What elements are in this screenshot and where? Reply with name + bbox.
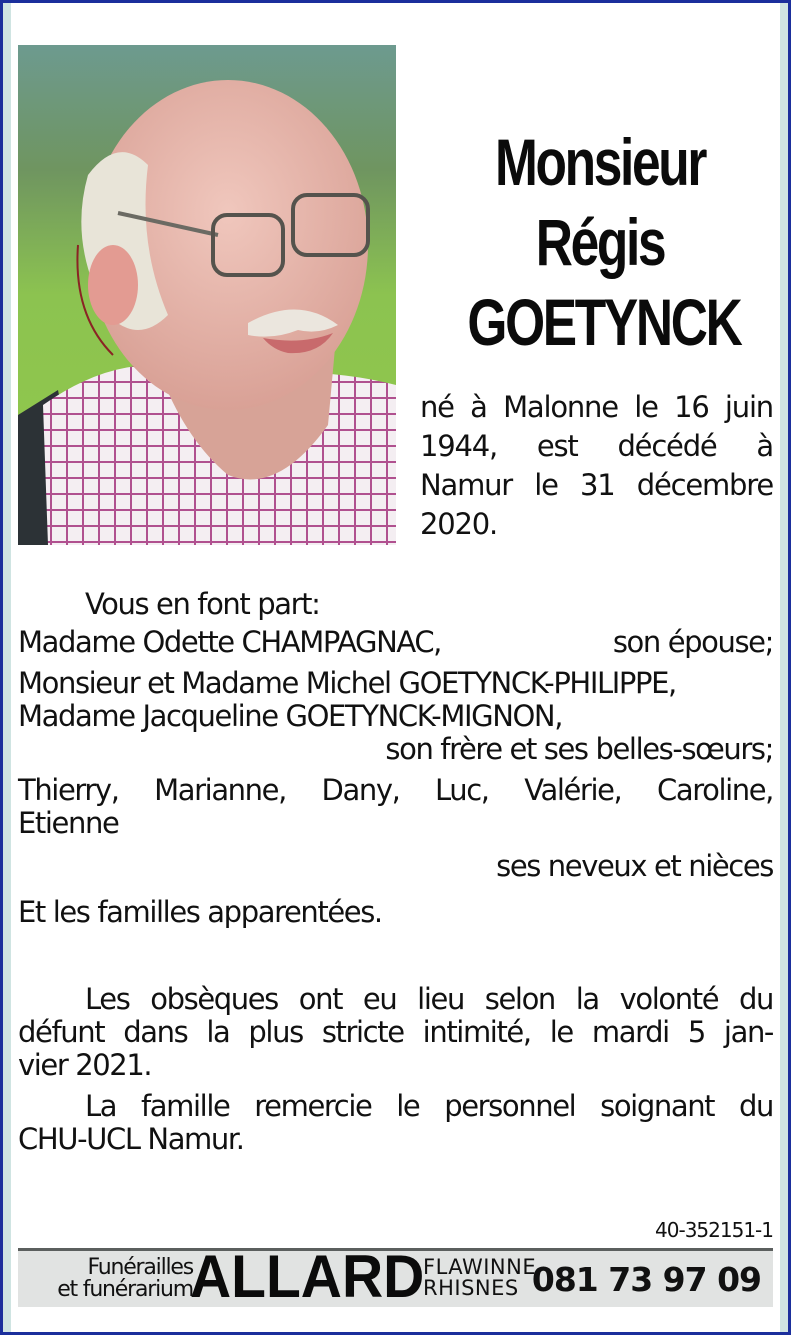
- intro-text: Vous en font part:: [85, 587, 320, 621]
- nephews-relation: ses neveux et nièces: [496, 849, 773, 883]
- families-text: Et les familles apparentées.: [18, 895, 382, 929]
- nephews-line-2: Etienne: [18, 806, 119, 840]
- label-line-1: Funérailles: [87, 1255, 193, 1280]
- sibling-line-1: Monsieur et Madame Michel GOETYNCK-PHILIPPE,: [18, 666, 676, 700]
- location-line-2: RHISNES: [423, 1276, 519, 1300]
- label-line-2: et funérarium: [57, 1277, 193, 1302]
- portrait-photo: [18, 45, 396, 545]
- right-decorative-strip: [780, 3, 788, 1332]
- title-line: Monsieur: [494, 125, 706, 199]
- funeral-home-brand: ALLARD: [190, 1243, 425, 1310]
- spouse-name: Madame Odette CHAMPAGNAC,: [18, 625, 441, 659]
- sibling-relation: son frère et ses belles-sœurs;: [385, 732, 773, 766]
- funeral-line-2: défunt dans la plus stricte intimité, le mardi 5 jan-: [18, 1015, 773, 1049]
- reference-number: 40-352151-1: [655, 1218, 773, 1242]
- first-name-line: Régis: [535, 205, 665, 279]
- birth-line-1: né à Malonne le 16 juin: [420, 390, 773, 424]
- location-line-1: FLAWINNE: [423, 1255, 537, 1279]
- funeral-home-label: [28, 1257, 193, 1301]
- nephews-line-1: Thierry, Marianne, Dany, Luc, Valérie, Caroline,: [18, 773, 773, 807]
- spouse-row: [18, 626, 773, 659]
- birth-line-4: 2020.: [420, 507, 498, 541]
- funeral-home-banner: [18, 1243, 773, 1310]
- funeral-line-3: vier 2021.: [18, 1048, 152, 1082]
- funeral-line-1: Les obsèques ont eu lieu selon la volonté du: [85, 982, 773, 1016]
- sibling-line-2: Madame Jacqueline GOETYNCK-MIGNON,: [18, 699, 563, 733]
- thanks-line-1: La famille remercie le personnel soignant du: [85, 1089, 773, 1123]
- surname-line: GOETYNCK: [467, 285, 741, 359]
- announcement-body: [18, 588, 773, 1156]
- birth-line-2: 1944, est décédé à: [420, 429, 773, 463]
- spouse-relation: son épouse;: [612, 625, 773, 659]
- birth-line-3: Namur le 31 décembre: [420, 468, 773, 502]
- birth-death-details: [420, 388, 773, 544]
- funeral-home-phone: 081 73 97 09: [531, 1260, 761, 1299]
- funeral-home-locations: [423, 1257, 536, 1299]
- thanks-line-2: CHU-UCL Namur.: [18, 1122, 244, 1156]
- deceased-name: [467, 122, 741, 362]
- left-decorative-strip: [3, 3, 11, 1332]
